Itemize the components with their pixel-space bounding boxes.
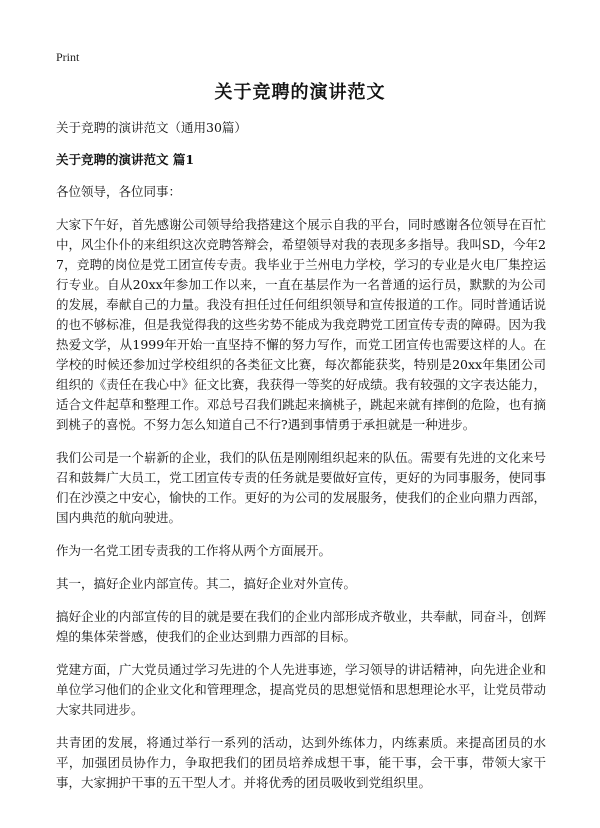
- paragraph-youth-league: 共青团的发展，将通过举行一系列的活动，达到外练体力，内练素质。来提高团员的水平，加强团员协作力，争取把我们的团员培养成想干事，能干事，会干事，带领大家干事，大家拥护干事的五干型人才。并将优秀的团员吸收到党组织里。: [56, 735, 546, 790]
- paragraph-party-building: 党建方面，广大党员通过学习先进的个人先进事迹，学习领导的讲话精神，向先进企业和单位学习他们的企业文化和管理理念，提高党员的思想觉悟和思想理论水平，让党员带动大家共同进步。: [56, 662, 546, 717]
- page-title: 关于竞聘的演讲范文: [214, 82, 386, 103]
- paragraph-work-plan: 作为一名党工团专责我的工作将从两个方面展开。: [56, 543, 332, 558]
- print-link[interactable]: Print: [56, 50, 80, 64]
- section-heading: 关于竞聘的演讲范文 篇1: [56, 152, 195, 167]
- paragraph-internal-publicity: 搞好企业的内部宣传的目的就是要在我们的企业内部形成齐敬业，共奉献，同奋斗，创辉煌的集体荣誉感，使我们的企业达到鼎力西部的目标。: [56, 609, 546, 644]
- paragraph-two-aspects: 其一，搞好企业内部宣传。其二，搞好企业对外宣传。: [56, 576, 357, 591]
- document-subtitle: 关于竞聘的演讲范文（通用30篇）: [56, 120, 247, 135]
- paragraph-company: 我们公司是一个崭新的企业，我们的队伍是刚刚组织起来的队伍。需要有先进的文化来号召和鼓舞广大员工，党工团宣传专责的任务就是要做好宣传，更好的为同事服务，使同事们在沙漠之中安心，愉快的工作。更好的为公司的发展服务，使我们的企业向鼎力西部，国内典范的航向驶进。: [56, 450, 546, 525]
- paragraph-greeting: 各位领导，各位同事：: [56, 184, 182, 199]
- document-body: [56, 118, 546, 806]
- paragraph-introduction: 大家下午好，首先感谢公司领导给我搭建这个展示自我的平台，同时感谢各位领导在百忙中，风尘仆仆的来组织这次竞聘答辩会，希望领导对我的表现多多指导。我叫SD，今年27，竞聘的岗位是党工团宣传专责。我毕业于兰州电力学校，学习的专业是火电厂集控运行专业。自从20xx年参加工作以来，一直在基层作为一名普通的运行员，默默的为公司的发展，奉献自己的力量。我没有担任过任何组织领导和宣传报道的工作。同时普通话说的也不够标准，但是我觉得我的这些劣势不能成为我竞聘党工团宣传专责的障碍。因为我热爱文学，从1999年开始一直坚持不懈的努力写作，而党工团宣传也需要这样的人。在学校的时候还参加过学校组织的各类征文比赛，每次都能获奖，特别是20xx年集团公司组织的《责任在我心中》征文比赛，我获得一等奖的好成绩。我有较强的文字表达能力，适合文件起草和整理工作。邓总号召我们跳起来摘桃子，跳起来就有摔倒的危险，也有摘到桃子的喜悦。不努力怎么知道自己不行?遇到事情勇于承担就是一种进步。: [56, 217, 546, 432]
